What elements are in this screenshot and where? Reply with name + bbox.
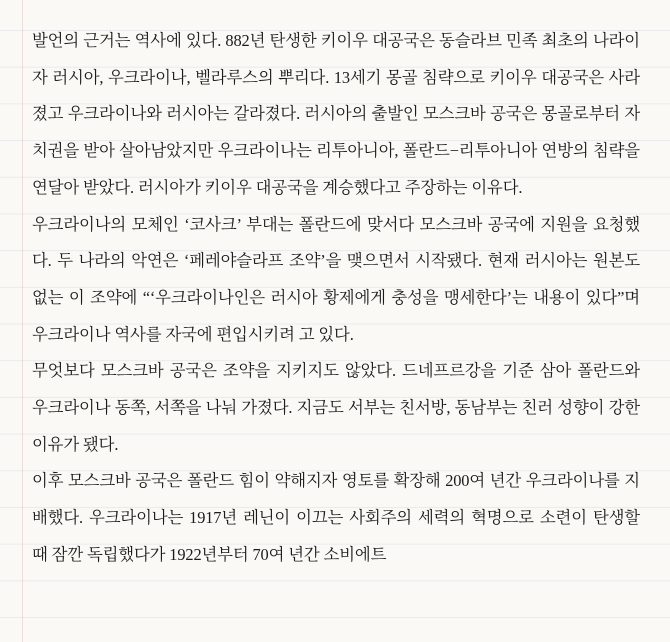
paragraph-4: 이후 모스크바 공국은 폴란드 힘이 약해지자 영토를 확장해 200여 년간 우크라이나를 지배했다. 우크라이나는 1917년 레닌이 이끄는 사회주의 세력의 혁명으로 소련이 탄생할 때 잠깐 독립했다가 1922년부터 70여 년간 소비에트 <box>32 471 640 564</box>
article-body <box>32 23 640 574</box>
paragraph-1: 발언의 근거는 역사에 있다. 882년 탄생한 키이우 대공국은 동슬라브 민족 최초의 나라이자 러시아, 우크라이나, 벨라루스의 뿌리다. 13세기 몽골 침략으로 키이우 대공국은 사라졌고 우크라이나와 러시아는 갈라졌다. 러시아의 출발인 모스크바 공국은 몽골로부터 자치권을 받아 살아남았지만 우크라이나는 리투아니아, 폴란드−리투아니아 연방의 침략을 연달아 받았다. 러시아가 키이우 대공국을 계승했다고 주장하는 이유다. <box>32 31 640 197</box>
margin-rule-line <box>22 0 23 642</box>
paragraph-3: 무엇보다 모스크바 공국은 조약을 지키지도 않았다. 드네프르강을 기준 삼아 폴란드와 우크라이나 동쪽, 서쪽을 나눠 가졌다. 지금도 서부는 친서방, 동남부는 친러 성향이 강한 이유가 됐다. <box>32 361 640 454</box>
paragraph-2: 우크라이나의 모체인 ‘코사크’ 부대는 폴란드에 맞서다 모스크바 공국에 지원을 요청했다. 두 나라의 악연은 ‘페레야슬라프 조약’을 맺으면서 시작됐다. 현재 러시아는 원본도 없는 이 조약에 “‘우크라이나인은 러시아 황제에게 충성을 맹세한다’는 내용이 있다”며 우크라이나 역사를 자국에 편입시키려 고 있다. <box>32 214 640 344</box>
